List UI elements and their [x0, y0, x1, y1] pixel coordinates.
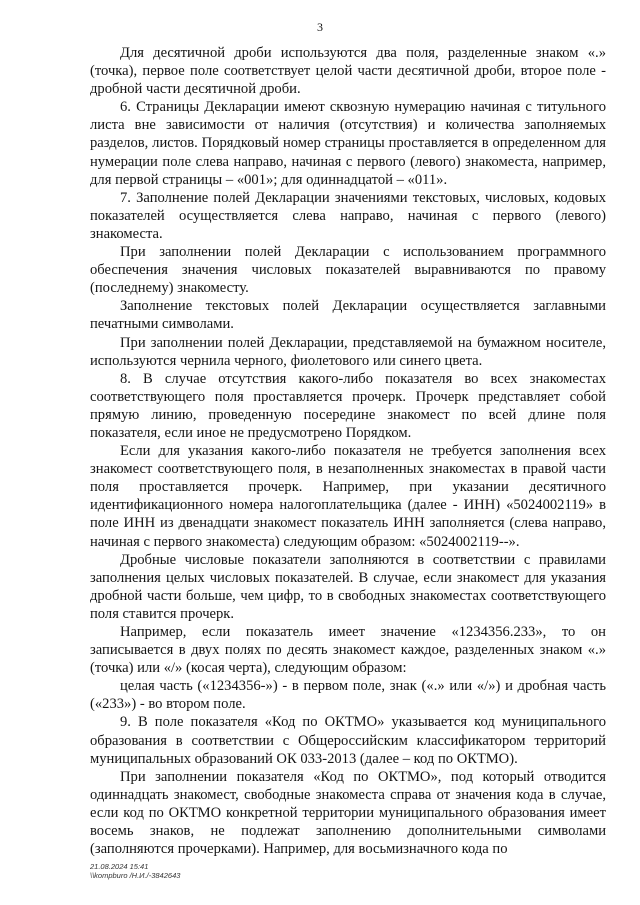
paragraph: 9. В поле показателя «Код по ОКТМО» указывается код муниципального образования в соответствии с Общероссийским классификатором территорий муниципальных образований ОК 033-2013 (далее – код по ОКТМО).	[90, 714, 606, 767]
paragraph: 6. Страницы Декларации имеют сквозную нумерацию начиная с титульного листа вне зависимости от наличия (отсутствия) и количества заполняемых разделов, листов. Порядковый номер страницы проставляется в определенном для нумерации поле слева направо, начиная с первого (левого) знакоместа, например, для первой страницы – «001»; для одиннадцатой – «011».	[90, 99, 606, 188]
page-number: 3	[317, 20, 323, 34]
paragraph: При заполнении полей Декларации с использованием программного обеспечения значения числовых показателей выравниваются по правому (последнему) знакоместу.	[90, 244, 606, 297]
paragraph: Дробные числовые показатели заполняются в соответствии с правилами заполнения целых числовых показателей. В случае, если знакомест для указания дробной части больше, чем цифр, то в свободных знакоместах соответствующего поля ставится прочерк.	[90, 551, 606, 622]
footer-signature: \\kompburo /Н.И./-3842643	[90, 871, 181, 880]
document-body	[90, 44, 606, 858]
paragraph: 8. В случае отсутствия какого-либо показателя во всех знакоместах соответствующего поля проставляется прочерк. Прочерк представляет собой прямую линию, проведенную посередине знакомест по всей длине поля показателя, если иное не предусмотрено Порядком.	[90, 370, 606, 441]
paragraph: Заполнение текстовых полей Декларации осуществляется заглавными печатными символами.	[90, 298, 606, 333]
paragraph: При заполнении полей Декларации, представляемой на бумажном носителе, используются чернила черного, фиолетового или синего цвета.	[90, 334, 606, 369]
footer-timestamp: 21.08.2024 15:41	[90, 862, 149, 871]
document-footer	[90, 862, 180, 880]
paragraph: 7. Заполнение полей Декларации значениями текстовых, числовых, кодовых показателей осуществляется слева направо, начиная с первого (левого) знакоместа.	[90, 189, 606, 242]
paragraph: целая часть («1234356-») - в первом поле, знак («.» или «/») и дробная часть («233») - во втором поле.	[90, 678, 606, 713]
paragraph: При заполнении показателя «Код по ОКТМО», под который отводится одиннадцать знакомест, свободные знакоместа справа от значения кода в случае, если код по ОКТМО конкретной территории муниципального образования имеет восемь знаков, не подлежат заполнению дополнительными символами (заполняются прочерками). Например, для восьмизначного кода по	[90, 768, 606, 858]
paragraph: Для десятичной дроби используются два поля, разделенные знаком «.» (точка), первое поле соответствует целой части десятичной дроби, второе поле - дробной части десятичной дроби.	[90, 45, 606, 98]
paragraph: Если для указания какого-либо показателя не требуется заполнения всех знакомест соответствующего поля, в незаполненных знакоместах в правой части поля проставляется прочерк. Например, при указании десятичного идентификационного номера налогоплательщика (далее - ИНН) «5024002119» в поле ИНН из двенадцати знакомест показатель ИНН заполняется (слева направо, начиная с первого знакоместа) следующим образом: «5024002119--».	[90, 443, 606, 550]
paragraph: Например, если показатель имеет значение «1234356.233», то он записывается в двух полях по десять знакомест каждое, разделенных знаком «.» (точка) или «/» (косая черта), следующим образом:	[90, 624, 606, 677]
